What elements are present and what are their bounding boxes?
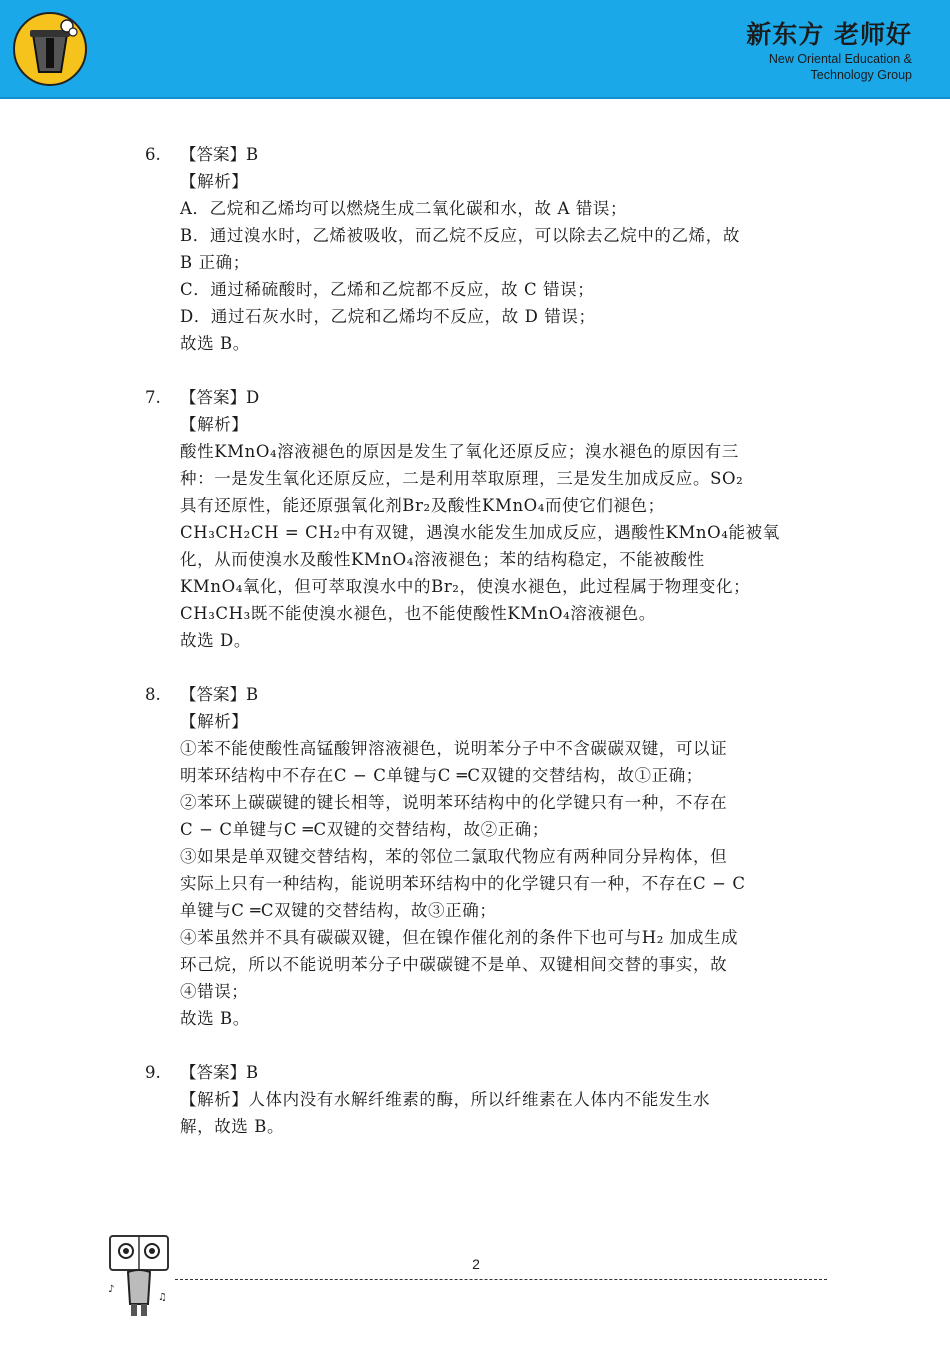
explanation-line: ④苯虽然并不具有碳碳双键，但在镍作催化剂的条件下也可与H₂ 加成生成 <box>180 928 739 947</box>
explanation-line: ①苯不能使酸性高锰酸钾溶液褪色，说明苯分子中不含碳碳双键，可以证 <box>180 739 728 758</box>
explanation-line: 酸性KMnO₄溶液褪色的原因是发生了氧化还原反应；溴水褪色的原因有三 <box>180 442 739 461</box>
explanation-line: CH₃CH₂CH = CH₂中有双键，遇溴水能发生加成反应，遇酸性KMnO₄能被氧 <box>180 523 780 542</box>
explanation-line: 种：一是发生氧化还原反应，二是利用萃取原理，三是发生加成反应。SO₂ <box>180 469 744 488</box>
explanation-line: 实际上只有一种结构，能说明苯环结构中的化学键只有一种，不存在C − C <box>180 874 746 893</box>
explanation-line: CH₃CH₃既不能使溴水褪色，也不能使酸性KMnO₄溶液褪色。 <box>180 604 656 623</box>
explanation-line: C − C单键与C ═C双键的交替结构，故②正确； <box>180 820 549 839</box>
explanation-line: 明苯环结构中不存在C − C单键与C ═C双键的交替结构，故①正确； <box>180 766 703 785</box>
explanation-line: ②苯环上碳碳键的键长相等，说明苯环结构中的化学键只有一种，不存在 <box>180 793 728 812</box>
explanation-line: D．通过石灰水时，乙烷和乙烯均不反应，故 D 错误； <box>180 307 596 326</box>
explanation-line: 故选 B。 <box>180 334 250 353</box>
answer-label: 【答案】B <box>180 1063 259 1082</box>
footer-divider <box>175 1279 827 1280</box>
explanation-line: 【解析】 <box>180 415 249 434</box>
answer-label: 【答案】B <box>180 685 259 704</box>
owl-mascot-icon <box>104 1234 174 1318</box>
question-6 <box>145 141 825 357</box>
explanation-line: A．乙烷和乙烯均可以燃烧生成二氧化碳和水，故 A 错误； <box>180 199 628 218</box>
logo-icon <box>13 12 87 86</box>
explanation-line: 【解析】 <box>180 172 249 191</box>
explanation-line: 【解析】 <box>180 712 249 731</box>
explanation-line: ③如果是单双键交替结构，苯的邻位二氯取代物应有两种同分异构体，但 <box>180 847 728 866</box>
explanation-line: 具有还原性，能还原强氧化剂Br₂及酸性KMnO₄而使它们褪色； <box>180 496 665 515</box>
question-number: 9. <box>145 1063 161 1082</box>
explanation-line: C．通过稀硫酸时，乙烯和乙烷都不反应，故 C 错误； <box>180 280 595 299</box>
question-number: 8. <box>145 685 161 704</box>
explanation-line: 单键与C ═C双键的交替结构，故③正确； <box>180 901 497 920</box>
svg-text:♪: ♪ <box>108 1284 115 1295</box>
explanation-line: 故选 D。 <box>180 631 251 650</box>
question-9 <box>145 1059 825 1140</box>
question-8 <box>145 681 825 1032</box>
page-number: 2 <box>472 1256 480 1272</box>
explanation-line: B．通过溴水时，乙烯被吸收，而乙烷不反应，可以除去乙烷中的乙烯，故 <box>180 226 740 245</box>
svg-text:♫: ♫ <box>158 1292 167 1303</box>
explanation-line: ④错误； <box>180 982 249 1001</box>
explanation-line: 化，从而使溴水及酸性KMnO₄溶液褪色；苯的结构稳定，不能被酸性 <box>180 550 705 569</box>
question-7 <box>145 384 825 654</box>
answer-content <box>145 141 825 1167</box>
question-number: 7. <box>145 388 161 407</box>
brand-name-en: New Oriental Education & Technology Group <box>768 52 912 82</box>
explanation-line: 环己烷，所以不能说明苯分子中碳碳键不是单、双键相间交替的事实，故 <box>180 955 728 974</box>
explanation-line: B 正确； <box>180 253 250 272</box>
explanation-line: KMnO₄氧化，但可萃取溴水中的Br₂，使溴水褪色，此过程属于物理变化； <box>180 577 751 596</box>
answer-label: 【答案】D <box>180 388 260 407</box>
explanation-line: 【解析】人体内没有水解纤维素的酶，所以纤维素在人体内不能发生水 <box>180 1090 711 1109</box>
answer-label: 【答案】B <box>180 145 259 164</box>
explanation-line: 故选 B。 <box>180 1009 250 1028</box>
page-header <box>0 0 950 99</box>
question-number: 6. <box>145 145 161 164</box>
explanation-line: 解，故选 B。 <box>180 1117 285 1136</box>
brand-name-cn: 新东方 老师好 <box>746 20 912 49</box>
